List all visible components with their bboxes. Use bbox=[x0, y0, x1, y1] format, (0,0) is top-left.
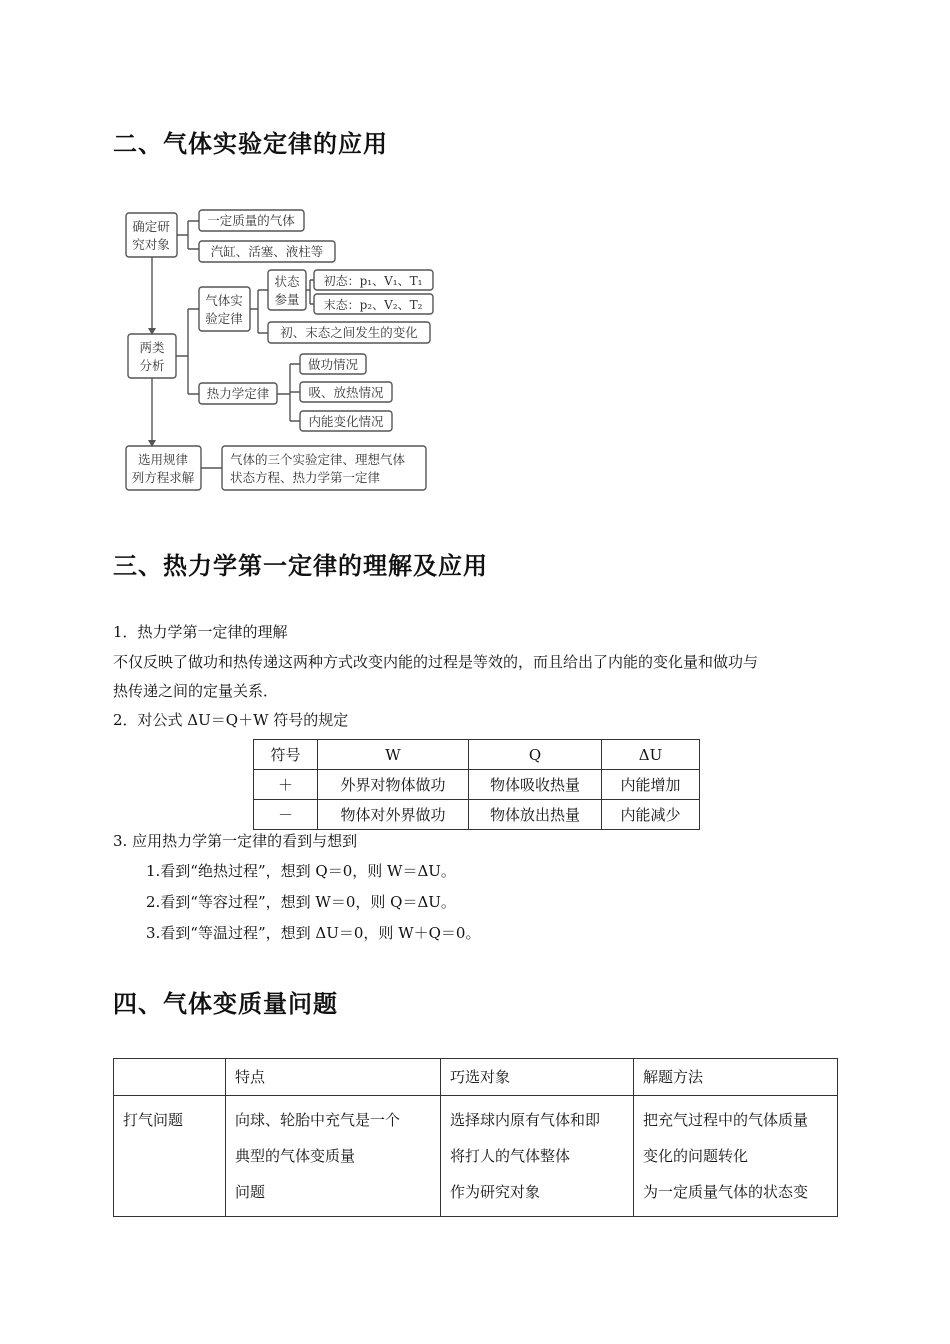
item1-body-line2: 热传递之间的定量关系． bbox=[113, 682, 279, 700]
table-header: ΔU bbox=[602, 740, 700, 770]
table-cell: 内能增加 bbox=[602, 770, 700, 800]
diagram-text-determine-1: 确定研 bbox=[132, 219, 170, 234]
diagram-text-determine-2: 究对象 bbox=[132, 237, 170, 252]
table-row bbox=[254, 740, 700, 770]
table-header: Q bbox=[469, 740, 602, 770]
table-header: 巧选对象 bbox=[441, 1059, 634, 1096]
diagram-text-final: 末态：p₂、V₂、T₂ bbox=[323, 298, 423, 312]
section3-title: 三、热力学第一定律的理解及应用 bbox=[113, 552, 488, 580]
sign-convention-table bbox=[253, 739, 700, 830]
table-row bbox=[114, 1096, 838, 1217]
diagram-text-heat: 吸、放热情况 bbox=[308, 385, 384, 400]
analysis-flow-diagram bbox=[0, 0, 950, 520]
table-cell-feature: 向球、轮胎中充气是一个 典型的气体变质量 问题 bbox=[226, 1096, 441, 1217]
item2-title: 2．对公式 ΔU＝Q＋W 符号的规定 bbox=[113, 711, 349, 729]
table-cell-label: 打气问题 bbox=[114, 1096, 226, 1217]
table-cell: ＋ bbox=[254, 770, 318, 800]
diagram-text-laws-1: 气体的三个实验定律、理想气体 bbox=[230, 452, 406, 467]
table-row bbox=[114, 1059, 838, 1096]
diagram-text-work: 做功情况 bbox=[307, 357, 359, 372]
item3-point-2: 2.看到“等容过程”，想到 W＝0，则 Q＝ΔU。 bbox=[146, 893, 456, 911]
table-cell: 物体对外界做功 bbox=[318, 800, 469, 830]
diagram-text-laws-2: 状态方程、热力学第一定律 bbox=[230, 470, 381, 485]
table-header: 符号 bbox=[254, 740, 318, 770]
table-header: 解题方法 bbox=[634, 1059, 838, 1096]
diagram-text-state-1: 状态 bbox=[274, 274, 300, 289]
diagram-text-state-2: 参量 bbox=[274, 292, 300, 307]
table-cell: 内能减少 bbox=[602, 800, 700, 830]
table-header: 特点 bbox=[226, 1059, 441, 1096]
diagram-text-container: 汽缸、活塞、液柱等 bbox=[210, 244, 324, 259]
diagram-text-internal: 内能变化情况 bbox=[308, 414, 384, 429]
diagram-text-choose-2: 列方程求解 bbox=[131, 470, 195, 485]
table-cell-object: 选择球内原有气体和即 将打人的气体整体 作为研究对象 bbox=[441, 1096, 634, 1217]
diagram-text-gas: 一定质量的气体 bbox=[207, 213, 295, 228]
diagram-text-change: 初、末态之间发生的变化 bbox=[280, 325, 418, 340]
section2-title: 二、气体实验定律的应用 bbox=[113, 130, 388, 158]
item1-title: 1．热力学第一定律的理解 bbox=[113, 623, 288, 641]
section4-title: 四、气体变质量问题 bbox=[113, 990, 338, 1018]
item3-point-1: 1.看到“绝热过程”，想到 Q＝0，则 W＝ΔU。 bbox=[146, 862, 456, 880]
diagram-text-initial: 初态：p₁、V₁、T₁ bbox=[323, 274, 423, 288]
item3-point-3: 3.看到“等温过程”，想到 ΔU＝0，则 W＋Q＝0。 bbox=[146, 924, 481, 942]
table-cell-method: 把充气过程中的气体质量 变化的问题转化 为一定质量气体的状态变 bbox=[634, 1096, 838, 1217]
diagram-text-gaslaw-2: 验定律 bbox=[205, 311, 243, 326]
diagram-text-two-1: 两类 bbox=[139, 340, 165, 355]
item3-title: 3. 应用热力学第一定律的看到与想到 bbox=[113, 832, 358, 850]
table-header: W bbox=[318, 740, 469, 770]
diagram-text-gaslaw-1: 气体实 bbox=[205, 293, 243, 308]
table-cell: 外界对物体做功 bbox=[318, 770, 469, 800]
diagram-text-choose-1: 选用规律 bbox=[137, 452, 189, 467]
table-row bbox=[254, 800, 700, 830]
item1-body-line1: 不仅反映了做功和热传递这两种方式改变内能的过程是等效的，而且给出了内能的变化量和做功与 bbox=[113, 653, 759, 671]
table-row bbox=[254, 770, 700, 800]
diagram-text-two-2: 分析 bbox=[139, 358, 165, 373]
table-cell: － bbox=[254, 800, 318, 830]
diagram-text-thermo: 热力学定律 bbox=[206, 386, 270, 401]
table-cell: 物体放出热量 bbox=[469, 800, 602, 830]
table-cell: 物体吸收热量 bbox=[469, 770, 602, 800]
variable-mass-table bbox=[113, 1058, 838, 1217]
table-header bbox=[114, 1059, 226, 1096]
